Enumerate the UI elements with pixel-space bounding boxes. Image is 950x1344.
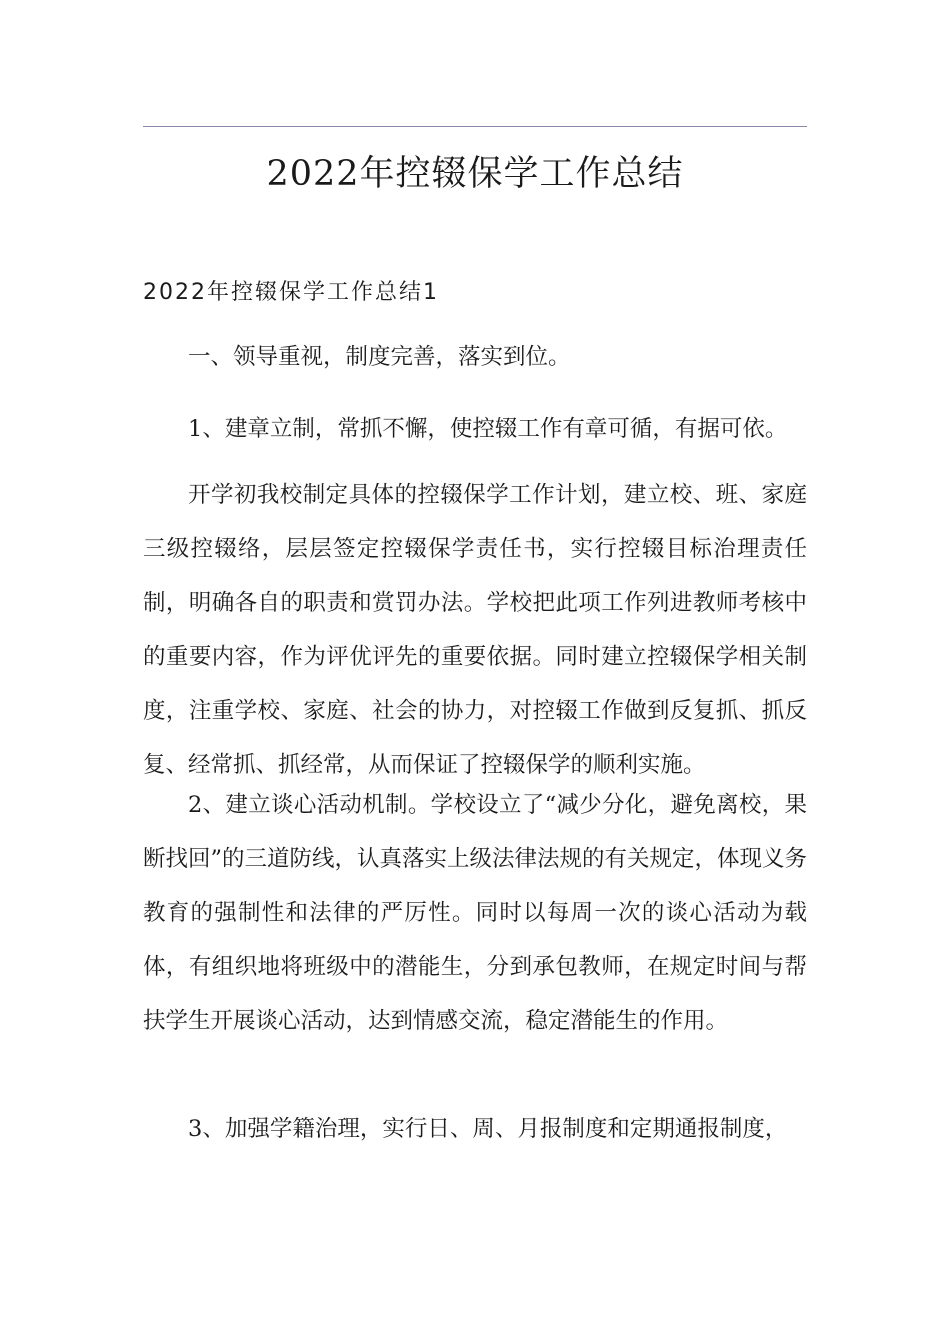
- paragraph: 开学初我校制定具体的控辍保学工作计划，建立校、班、家庭三级控辍络，层层签定控辍保学责任书，实行控辍目标治理责任制，明确各自的职责和赏罚办法。学校把此项工作列进教师考核中的重要内容，作为评优评先的重要依据。同时建立控辍保学相关制度，注重学校、家庭、社会的协力，对控辍工作做到反复抓、抓反复、经常抓、抓经常，从而保证了控辍保学的顺利实施。: [143, 482, 807, 778]
- paragraph: 2、建立谈心活动机制。学校设立了“减少分化，避免离校，果断找回”的三道防线，认真落实上级法律法规的有关规定，体现义务教育的强制性和法律的严厉性。同时以每周一次的谈心活动为载体，有组织地将班级中的潜能生，分到承包教师，在规定时间与帮扶学生开展谈心活动，达到情感交流，稳定潜能生的作用。: [143, 792, 808, 1034]
- section-heading: 2022年控辍保学工作总结1: [143, 280, 439, 305]
- paragraph: 1、建章立制，常抓不懈，使控辍工作有章可循，有据可依。: [188, 416, 788, 442]
- paragraph: 一、领导重视，制度完善，落实到位。: [188, 344, 571, 370]
- header-rule: [143, 126, 807, 127]
- paragraph: 3、加强学籍治理，实行日、周、月报制度和定期通报制度，: [188, 1116, 788, 1142]
- document-title: 2022年控辍保学工作总结: [266, 154, 684, 194]
